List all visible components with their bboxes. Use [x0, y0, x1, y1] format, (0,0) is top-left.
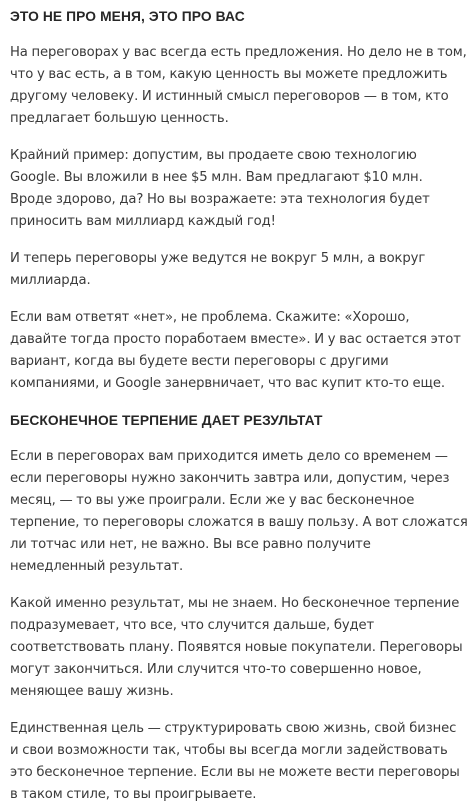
paragraph: Крайний пример: допустим, вы продаете свою технологию Google. Вы вложили в нее $5 млн. Вам предлагают $10 млн. Вроде здорово, да? Но вы возражаете: эта технология будет приносить вам миллиард каждый год! — [10, 148, 430, 229]
paragraph: Если вам ответят «нет», не проблема. Скажите: «Хорошо, давайте тогда просто поработаем вместе». И у вас остается этот вариант, когда вы будете вести переговоры с другими компаниями, и Google занервничает, что вас купит кто-то еще. — [10, 310, 461, 391]
paragraph: Если в переговорах вам приходится иметь дело со временем — если переговоры нужно закончить завтра или, допустим, через месяц, — то вы уже проиграли. Если же у вас бесконечное терпение, то переговоры сложатся в вашу пользу. А вот сложатся ли тотчас или нет, не важно. Вы все равно получите немедленный результат. — [10, 449, 468, 574]
article-body — [10, 6, 468, 806]
paragraph: Какой именно результат, мы не знаем. Но бесконечное терпение подразумевает, что все, что случится дальше, будет соответствовать плану. Появятся новые покупатели. Переговоры могут закончиться. Или случится что-то совершенно новое, меняющее вашу жизнь. — [10, 596, 463, 699]
paragraph: И теперь переговоры уже ведутся не вокруг 5 млн, а вокруг миллиарда. — [10, 251, 426, 288]
section-heading: БЕСКОНЕЧНОЕ ТЕРПЕНИЕ ДАЕТ РЕЗУЛЬТАТ — [10, 413, 323, 428]
section-heading: ЭТО НЕ ПРО МЕНЯ, ЭТО ПРО ВАС — [10, 9, 245, 24]
paragraph: На переговорах у вас всегда есть предложения. Но дело не в том, что у вас есть, а в том, какую ценность вы можете предложить другому человеку. И истинный смысл переговоров — в том, кто предлагает большую ценность. — [10, 45, 467, 126]
paragraph: Единственная цель — структурировать свою жизнь, свой бизнес и свои возможности так, чтобы вы всегда могли задействовать это бесконечное терпение. Если вы не можете вести переговоры в таком стиле, то вы проигрываете. — [10, 721, 460, 802]
